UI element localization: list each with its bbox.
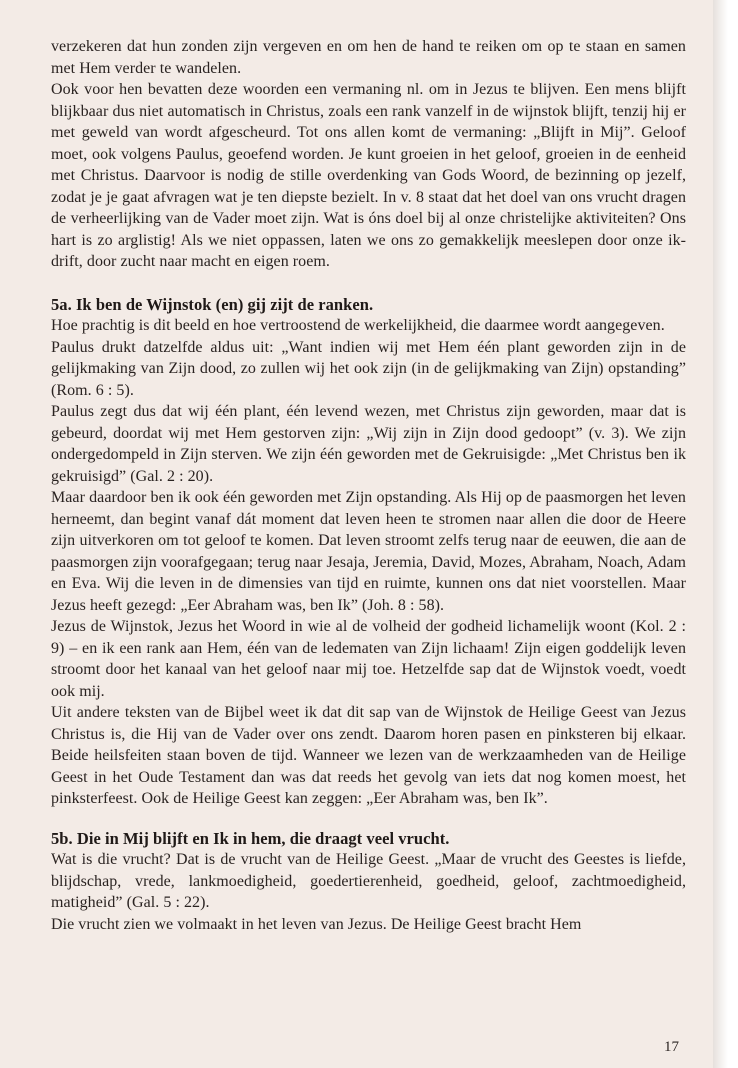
paragraph: verzekeren dat hun zonden zijn vergeven en om hen de hand te reiken om op te staan en samen met Hem verder te wandelen. xyxy=(51,38,686,77)
page-content xyxy=(51,36,686,935)
page-number: 17 xyxy=(664,1039,679,1055)
paragraph: Hoe prachtig is dit beeld en hoe vertroostend de werkelijkheid, die daarmee wordt aangegeven. xyxy=(51,317,665,334)
paragraph: Paulus drukt datzelfde aldus uit: „Want indien wij met Hem één plant geworden zijn in de gelijkmaking van Zijn dood, zo zullen wij het ook zijn (in de gelijkmaking van Zijn) opstanding” (Rom. 6 : 5). xyxy=(51,338,686,399)
paragraph: Uit andere teksten van de Bijbel weet ik dat dit sap van de Wijnstok de Heilige Geest van Jezus Christus is, die Hij van de Vader over ons zendt. Daarom horen pasen en pinksteren bij elkaar. Beide heilsfeiten staan boven de tijd. Wanneer we lezen van de werkzaamheden van de Heilige Geest in het Oude Testament dan was dat reeds het gevolg van iets dat nog komen moest, het pinksterfeest. Ook de Heilige Geest kan zeggen: „Eer Abraham was, ben Ik”. xyxy=(51,704,686,807)
section-heading-5b: 5b. Die in Mij blijft en Ik in hem, die draagt veel vrucht. xyxy=(51,828,450,848)
page-edge xyxy=(713,0,738,1068)
paragraph: Paulus zegt dus dat wij één plant, één levend wezen, met Christus zijn geworden, maar dat is gebeurd, doordat wij met Hem gestorven zijn: „Wij zijn in Zijn dood gedoopt” (v. 3). We zijn ondergedompeld in Zijn sterven. We zijn één geworden met de Gekruisigde: „Met Christus ben ik gekruisigd” (Gal. 2 : 20). xyxy=(51,403,686,485)
paragraph: Wat is die vrucht? Dat is de vrucht van de Heilige Geest. „Maar de vrucht des Geestes is liefde, blijdschap, vrede, lankmoedigheid, goedertierenheid, goedheid, geloof, zachtmoedigheid, matigheid” (Gal. 5 : 22). xyxy=(51,851,686,911)
section-heading-5a: 5a. Ik ben de Wijnstok (en) gij zijt de ranken. xyxy=(51,294,374,314)
paragraph: Ook voor hen bevatten deze woorden een vermaning nl. om in Jezus te blijven. Een mens blijft blijkbaar dus niet automatisch in Christus, zoals een rank vanzelf in de wijnstok blijft, tenzij hij er met geweld van wordt afgescheurd. Tot ons allen komt de vermaning: „Blijft in Mij”. Geloof moet, ook volgens Paulus, geoefend worden. Je kunt groeien in het geloof, groeien in de eenheid met Christus. Daarvoor is nodig de stille overdenking van Gods Woord, de bezinning op jezelf, zodat je je gaat afvragen wat je ten diepste bezielt. In v. 8 staat dat het doel van ons vrucht dragen de verheerlijking van de Vader moet zijn. Wat is óns doel bij al onze christelijke aktiviteiten? Ons hart is zo arglistig! Als we niet oppassen, laten we ons zo gemakkelijk meeslepen door onze ik-drift, door zucht naar macht en eigen roem. xyxy=(51,81,686,270)
paragraph: Jezus de Wijnstok, Jezus het Woord in wie al de volheid der godheid lichamelijk woont (Kol. 2 : 9) – en ik een rank aan Hem, één van de ledematen van Zijn lichaam! Zijn eigen goddelijk leven stroomt door het kanaal van het geloof naar mij toe. Hetzelfde sap dat de Wijnstok voedt, voedt ook mij. xyxy=(51,618,686,700)
paragraph: Maar daardoor ben ik ook één geworden met Zijn opstanding. Als Hij op de paasmorgen het leven herneemt, dan begint vanaf dát moment dat leven heen te stromen naar allen die door de Heere zijn uitverkoren om tot geloof te komen. Dat leven stroomt zelfs terug naar de eeuwen, die aan de paasmorgen zijn voorafgegaan; terug naar Jesaja, Jeremia, David, Mozes, Abraham, Noach, Adam en Eva. Wij die leven in de dimensies van tijd en ruimte, kunnen ons dat niet voorstellen. Maar Jezus heeft gezegd: „Eer Abraham was, ben Ik” (Joh. 8 : 58). xyxy=(51,489,686,614)
paragraph: Die vrucht zien we volmaakt in het leven van Jezus. De Heilige Geest bracht Hem xyxy=(51,915,582,933)
